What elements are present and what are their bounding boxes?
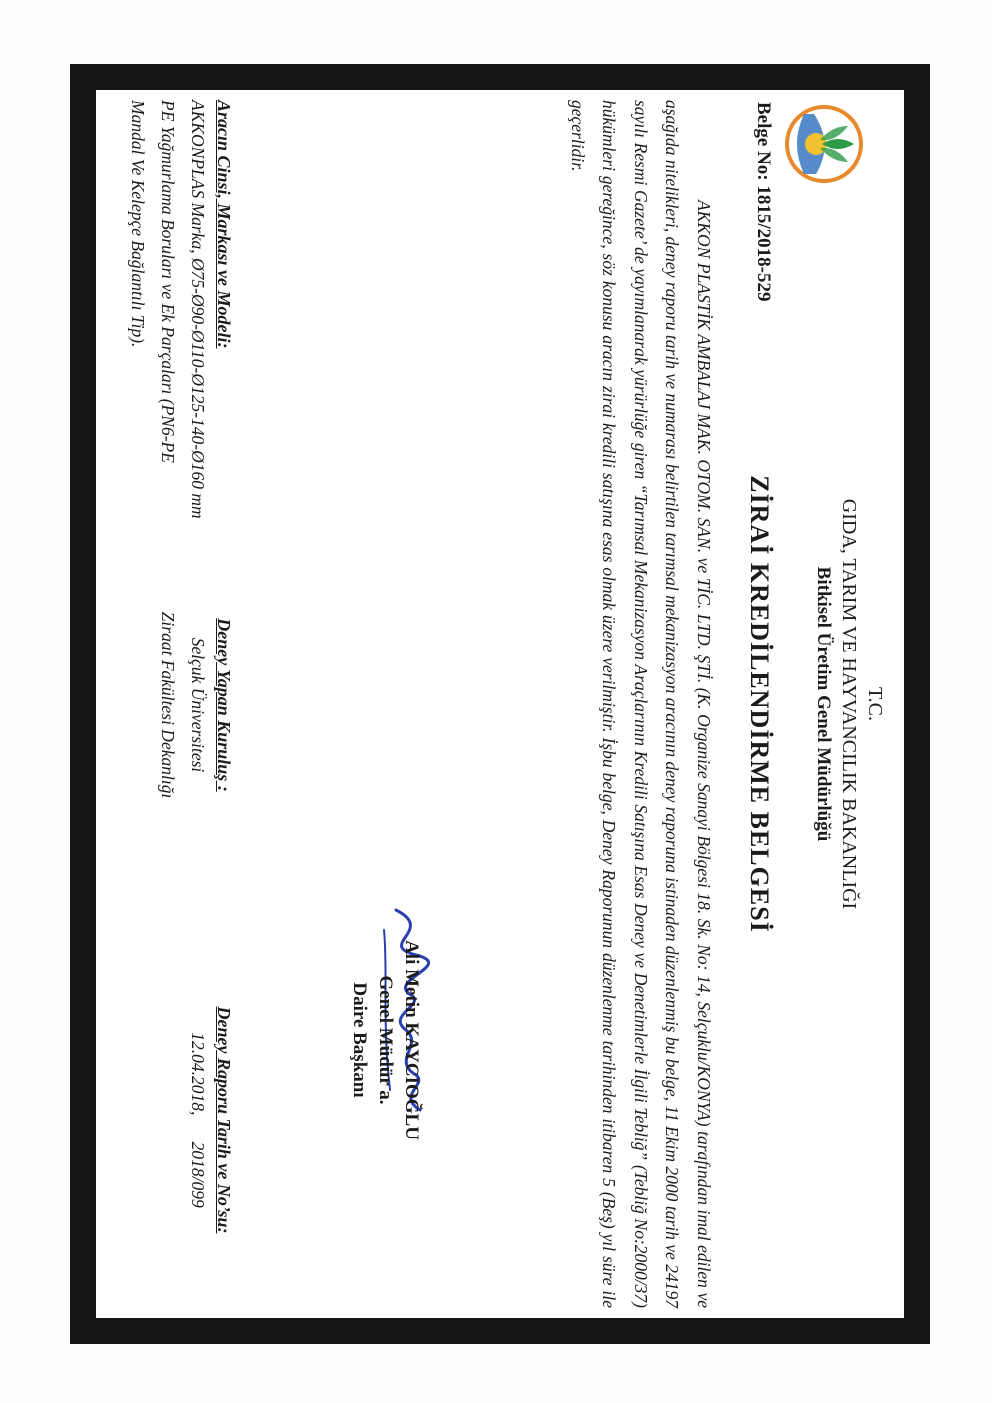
header-ministry: GIDA, TARIM VE HAYVANCILIK BAKANLIĞI bbox=[838, 498, 860, 910]
header-tc: T.C. bbox=[864, 686, 886, 722]
report-value: 12.04.2018, 2018/099 bbox=[188, 1032, 208, 1208]
report-heading: Deney Raporu Tarih ve No’su: bbox=[214, 1006, 234, 1234]
body-paragraph: AKKON PLASTİK AMBALAJ MAK. OTOM. SAN. ve TİC. LTD. ŞTİ. (K. Organize Sanayi Bölgesi 18. Sk. No: 14, Selçuklu/KONYA) tarafından imal edilen ve aşağıda nitelikleri, deney raporu tarih ve numarası belirtilen tarımsal mekanizasyon aracının deney raporuna istinaden düzenlenmiş bu belge, 11 Ekim 2000 tarih ve 24197 sayılı Resmi Gazete’ de yayımlanarak yürürlüğe giren “Tarımsal Mekanizasyon Araçlarının Kredili Satışına Esas Deney ve Denetimlerle İlgili Tebliğ” (Tebliğ No:2000/37) hükümleri gereğince, söz konusu aracın zirai kredili satışına esas olmak üzere verilmiştir. İşbu belge, Deney Raporunun düzenlenme tarihinden itibaren 5 (Beş) yıl süre ile geçerlidir. bbox=[567, 100, 714, 1308]
institution-line2: Ziraat Fakültesi Dekanlığı bbox=[158, 611, 178, 799]
document-title: ZİRAİ KREDİLENDİRME BELGESİ bbox=[745, 475, 774, 933]
institution-line1: Selçuk Üniversitesi bbox=[188, 637, 208, 773]
ministry-logo bbox=[784, 104, 864, 184]
signatory-block bbox=[346, 890, 424, 1190]
institution-heading: Deney Yapan Kuruluş : bbox=[214, 618, 234, 792]
institution-column bbox=[153, 540, 234, 870]
vehicle-column bbox=[123, 100, 234, 520]
signatory-office: Daire Başkanı bbox=[349, 982, 370, 1098]
vehicle-heading: Aracın Cinsi, Markası ve Modeli: bbox=[214, 100, 234, 349]
vehicle-value: AKKONPLAS Marka, Ø75-Ø90-Ø110-Ø125-140-Ø160 mm PE Yağmurlama Boruları ve Ek Parçaları (PN6-PE Mandal Ve Kelepçe Bağlantılı Tip). bbox=[128, 100, 208, 519]
document-number: Belge No: 1815/2018-529 bbox=[753, 102, 774, 302]
header-department: Bitkisel Üretim Genel Müdürlüğü bbox=[813, 566, 834, 842]
certificate-body bbox=[561, 100, 719, 1308]
rotated-certificate-content bbox=[96, 90, 904, 1318]
report-column bbox=[183, 940, 234, 1300]
signatory-title: Genel Müdür a. bbox=[375, 975, 396, 1105]
signatory-name: Ali Metin KAYCIOĞLU bbox=[401, 940, 422, 1140]
certificate-sheet bbox=[96, 90, 904, 1318]
